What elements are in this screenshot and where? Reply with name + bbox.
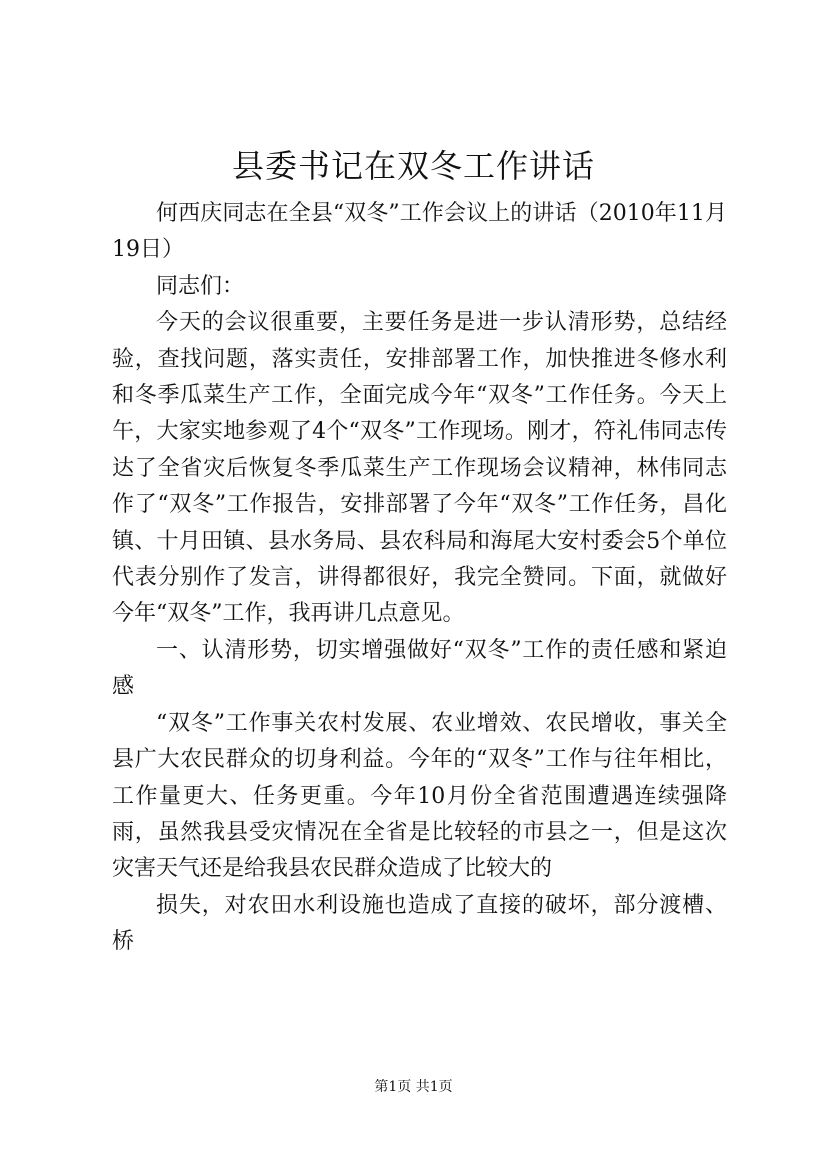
paragraph-byline: 何西庆同志在全县“双冬”工作会议上的讲话（2010年11月19日） xyxy=(112,201,727,263)
paragraph-intro: 今天的会议很重要，主要任务是进一步认清形势，总结经验，查找问题，落实责任，安排部署工作，加快推进冬修水利和冬季瓜菜生产工作，全面完成今年“双冬”工作任务。今天上午，大家实地参观了4个“双冬”工作现场。刚才，符礼伟同志传达了全省灾后恢复冬季瓜菜生产工作现场会议精神，林伟同志作了“双冬”工作报告，安排部署了今年“双冬”工作任务，昌化镇、十月田镇、县水务局、县农科局和海尾大安村委会5个单位代表分别作了发言，讲得都很好，我完全赞同。下面，就做好今年“双冬”工作，我再讲几点意见。 xyxy=(112,310,727,627)
document-body xyxy=(112,196,727,961)
paragraph-salutation: 同志们： xyxy=(156,273,245,299)
paragraph-continuation: 损失，对农田水利设施也造成了直接的破坏，部分渡槽、桥 xyxy=(112,892,727,955)
document-title: 县委书记在双冬工作讲话 xyxy=(231,147,595,185)
section-heading: 一、认清形势，切实增强做好“双冬”工作的责任感和紧迫感 xyxy=(112,637,727,700)
paragraph-body: “双冬”工作事关农村发展、农业增效、农民增收，事关全县广大农民群众的切身利益。今年的“双冬”工作与往年相比，工作量更大、任务更重。今年10月份全省范围遭遇连续强降雨，虽然我县受灾情况在全省是比较轻的市县之一，但是这次灾害天气还是给我县农民群众造成了比较大的 xyxy=(112,710,727,882)
page-number-footer: 第1页 共1页 xyxy=(374,1079,453,1095)
